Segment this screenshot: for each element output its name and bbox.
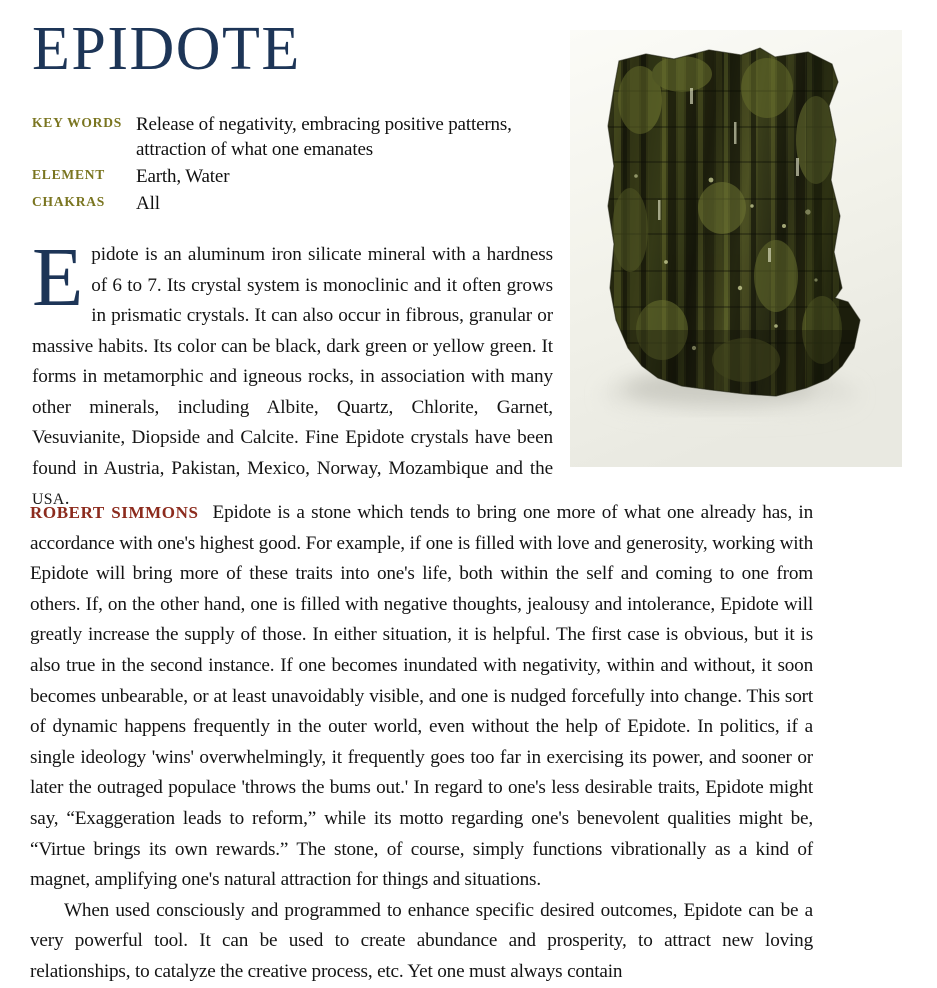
intro-text-main: pidote is an aluminum iron silicate mineral with a hardness of 6 to 7. Its crystal system is monoclinic and it often grows in prismatic crystals. It can also occur in fibrous, granular or massive habits. Its color can be black, dark green or yellow green. It forms in metamorphic and igneous rocks, in association with many other minerals, including Albite, Quartz, Chlorite, Garnet, Vesuvianite, Diopside and Calcite. Fine Epidote crystals have been found in Austria, Pakistan, Mexico, Norway, Mozambique and the (32, 244, 553, 479)
attribute-label-chakras: CHAKRAS (32, 194, 106, 209)
intro-text-usa: USA (32, 491, 65, 508)
epidote-crystal-photo (570, 30, 902, 467)
attribute-value-keywords: Release of negativity, embracing positive patterns, attraction of what one emanates (136, 114, 512, 160)
body-paragraph-2: When used consciously and programmed to enhance specific desired outcomes, Epidote can be a very powerful tool. It can be used to create abundance and prosperity, to attract new loving relationships, to catalyze the creative process, etc. Yet one must always contain (30, 899, 813, 982)
drop-cap-letter: E (32, 231, 84, 324)
crystal-illustration (570, 30, 902, 467)
intro-paragraph (32, 231, 553, 516)
body-paragraph-1 (30, 498, 813, 896)
attribute-row-chakras (32, 191, 552, 216)
page-title: EPIDOTE (32, 15, 301, 83)
intro-text-end: . (64, 488, 70, 509)
article-body (30, 498, 813, 988)
body-paragraph-1-text: Epidote is a stone which tends to bring one more of what one already has, in accordance with one's highest good. For example, if one is filled with love and generosity, working with Epidote will bring more of these traits into one's life, both within the self and coming to one from others. If, on the other hand, one is filled with negative thoughts, jealousy and intolerance, Epidote will greatly increase the supply of those. In either situation, it is helpful. The first case is obvious, but it is also true in the second instance. If one becomes inundated with negativity, within and without, it soon becomes unbearable, or at least unavoidably visible, and one is nudged forcefully into change. This sort of dynamic happens frequently in the outer world, even without the help of Epidote. In politics, if a single ideology 'wins' overwhelmingly, it frequently goes too far in exercising its power, and sooner or later the outraged populace 'throws the bums out.' In regard to one's less desirable traits, Epidote might say, “Exaggeration leads to reform,” while its motto regarding one's benevolent qualities might be, “Virtue brings its own rewards.” The stone, of course, simply functions vibrationally as a kind of magnet, amplifying one's natural attraction for things and situations. (30, 502, 813, 891)
attribute-label-element: ELEMENT (32, 167, 106, 182)
attribute-row-element (32, 164, 552, 189)
attribute-list (32, 112, 552, 218)
attribute-value-chakras: All (136, 193, 160, 214)
attribute-value-element: Earth, Water (136, 166, 230, 187)
attribute-row-keywords (32, 112, 552, 162)
author-byline: ROBERT SIMMONS (30, 503, 199, 522)
attribute-label-keywords: KEY WORDS (32, 115, 123, 130)
